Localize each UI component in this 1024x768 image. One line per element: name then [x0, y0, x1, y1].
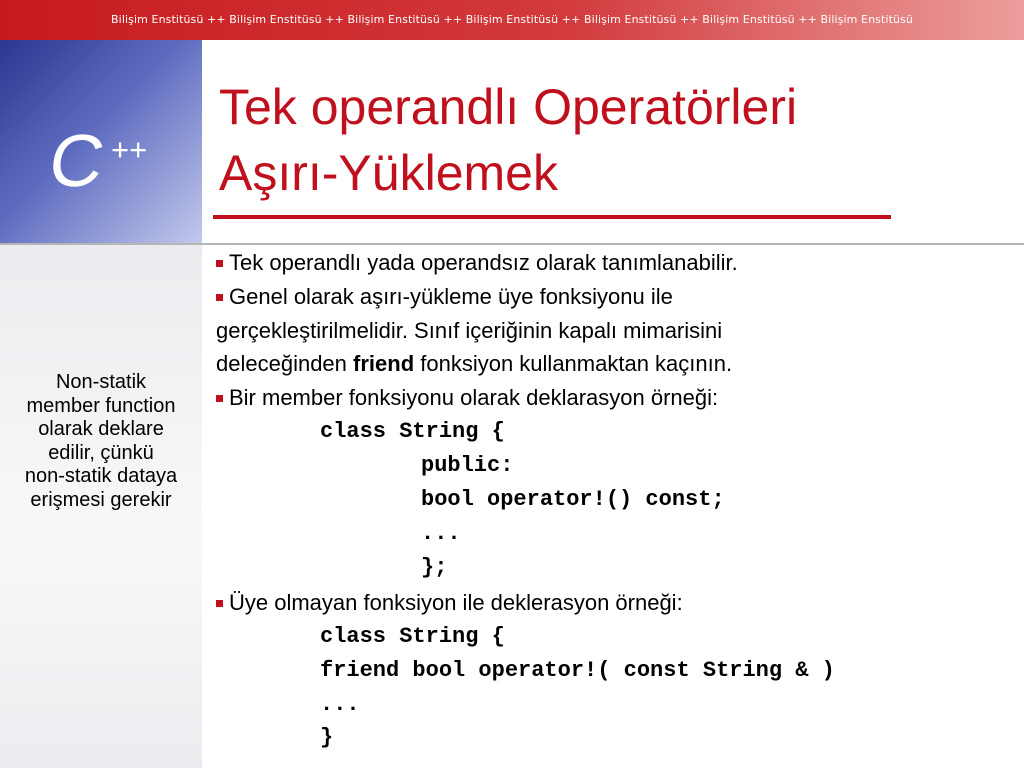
vertical-divider: [202, 40, 204, 243]
bullet-continuation: [216, 318, 722, 344]
code-line: public:: [421, 453, 514, 478]
side-note-line: Non-statik: [55, 371, 147, 393]
logo-plus-plus: ++: [111, 132, 148, 167]
square-bullet-icon: [216, 260, 223, 267]
logo-letter-c: C: [43, 119, 111, 202]
keyword-friend: friend: [353, 351, 415, 376]
square-bullet-icon: [216, 294, 223, 301]
bullet-text: Bir member fonksiyonu olarak deklarasyon örneği:: [229, 385, 719, 410]
bullet-text: gerçekleştirilmelidir. Sınıf içeriğinin kapalı mimarisini: [216, 318, 723, 343]
bullet-item: [216, 284, 673, 310]
bullet-text: Tek operandlı yada operandsız olarak tanımlanabilir.: [229, 250, 738, 275]
code-line: class String {: [320, 624, 505, 649]
code-line: friend bool operator!( const String & ): [320, 658, 835, 683]
side-note-line: member function: [26, 394, 176, 417]
bullet-continuation: [216, 351, 732, 377]
top-banner: [0, 0, 1024, 40]
title-underline: [213, 215, 891, 219]
code-line: ...: [320, 692, 360, 717]
code-line: class String {: [320, 419, 505, 444]
code-line: }: [320, 725, 334, 750]
slide-title: [219, 74, 797, 206]
slide-title-line1: Tek operandlı Operatörleri: [219, 79, 798, 135]
bullet-item: [216, 590, 683, 616]
bullet-text: Genel olarak aşırı-yükleme üye fonksiyonu ile: [229, 284, 673, 309]
cpp-logo-panel: [0, 40, 202, 243]
code-line: };: [421, 555, 448, 580]
bullet-text: Üye olmayan fonksiyon ile deklerasyon örneği:: [229, 590, 683, 615]
banner-text: Bilişim Enstitüsü ++ Bilişim Enstitüsü ++ Bilişim Enstitüsü ++ Bilişim Enstitüsü ++ Bilişim Enstitüsü ++ Bilişim Enstitüsü ++ Bilişim Enstitüsü: [111, 13, 913, 26]
side-note: [0, 371, 202, 512]
bullet-item: [216, 385, 718, 411]
square-bullet-icon: [216, 395, 223, 402]
code-line: ...: [421, 521, 461, 546]
slide-title-line2: Aşırı-Yüklemek: [219, 145, 558, 201]
bullet-text: fonksiyon kullanmaktan kaçının.: [414, 351, 733, 376]
side-note-line: erişmesi gerekir: [30, 488, 172, 511]
square-bullet-icon: [216, 600, 223, 607]
bullet-item: [216, 250, 738, 276]
side-note-line: edilir, çünkü: [48, 441, 154, 464]
side-note-line: non-statik dataya: [24, 465, 178, 487]
code-line: bool operator!() const;: [421, 487, 725, 512]
bullet-text: deleceğinden: [216, 351, 354, 376]
side-note-line: olarak deklare: [38, 418, 164, 440]
